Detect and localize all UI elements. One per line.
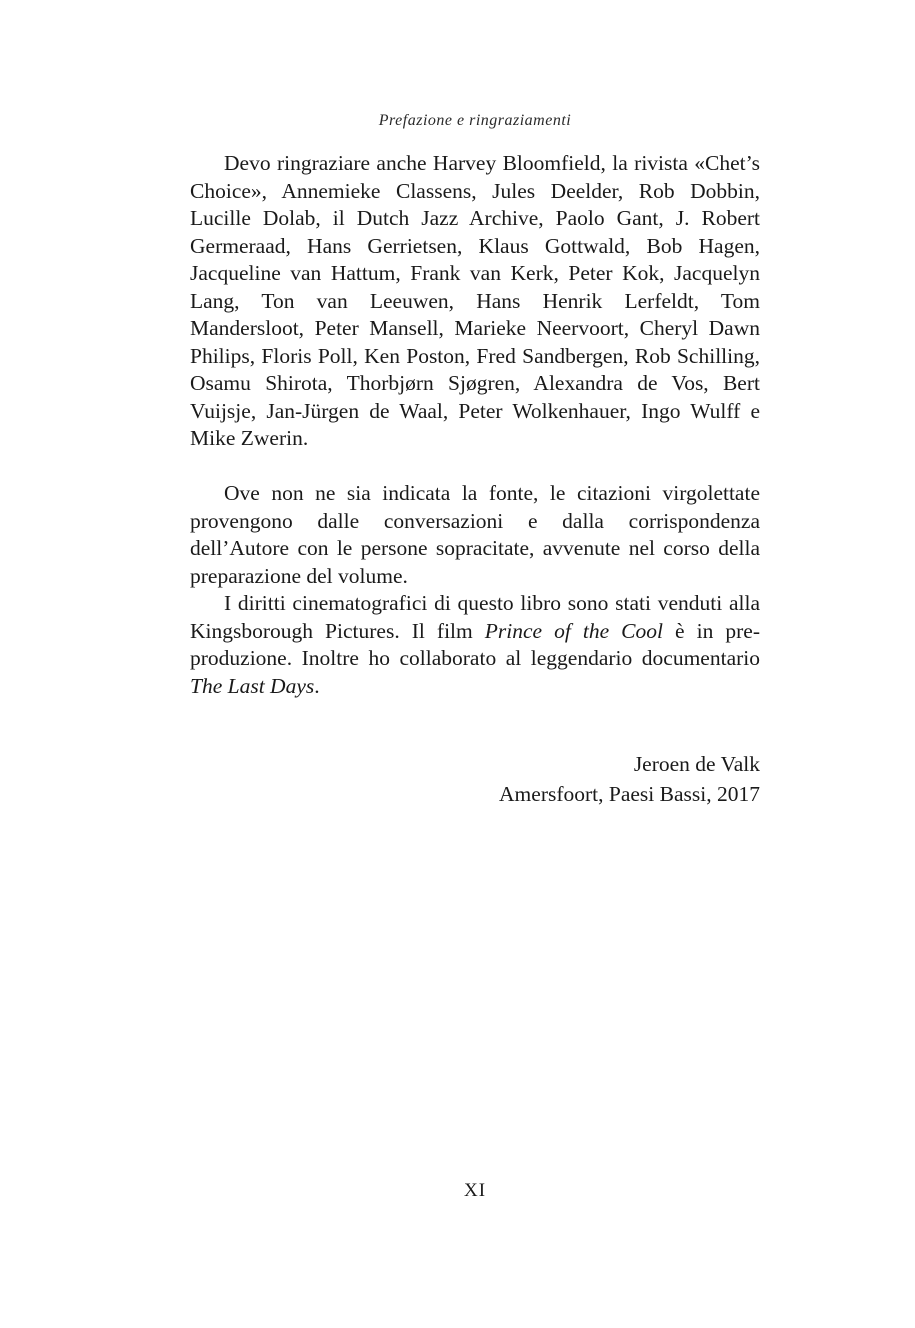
running-head: Prefazione e ringraziamenti — [378, 112, 572, 129]
rights-paragraph — [190, 590, 760, 700]
documentary-title: The Last Days — [190, 673, 315, 698]
rights-text-1: I diritti cinematografici di questo libro sono stati venduti alla Kingsborough Pictures. Il film — [190, 591, 760, 643]
author-name: Jeroen de Valk — [633, 752, 760, 776]
thanks-paragraph: Devo ringraziare anche Harvey Bloomfield, la rivista «Chet’s Choice», Annemieke Classens, Jules Deelder, Rob Dobbin, Lucille Dolab, il Dutch Jazz Archive, Paolo Gant, J. Robert Germeraad, Hans Gerrietsen, Klaus Gottwald, Bob Hagen, Jacqueline van Hattum, Frank van Kerk, Peter Kok, Jacquelyn Lang, Ton van Leeuwen, Hans Henrik Lerfeldt, Tom Mandersloot, Peter Mansell, Marieke Neervoort, Cheryl Dawn Philips, Floris Poll, Ken Poston, Fred Sandbergen, Rob Schilling, Osamu Shirota, Thorbjørn Sjøgren, Alexandra de Vos, Bert Vuijsje, Jan-Jürgen de Waal, Peter Wolkenhauer, Ingo Wulff e Mike Zwerin. — [190, 151, 760, 450]
rights-text-2: è in pre-produzione. Inoltre ho collaborato al leggendario documentario — [190, 618, 760, 670]
place-date: Amersfoort, Paesi Bassi, 2017 — [499, 782, 760, 806]
body-text — [190, 150, 760, 700]
page-number: XI — [463, 1180, 487, 1201]
signature-block — [190, 749, 760, 809]
film-title: Prince of the Cool — [484, 618, 663, 643]
rights-text-3: . — [314, 673, 320, 698]
quotes-paragraph: Ove non ne sia indicata la fonte, le citazioni virgolettate provengono dalle conversazioni e dalla corrispondenza dell’Autore con le persone sopracitate, avvenute nel corso della preparazione del volume. — [190, 481, 760, 588]
